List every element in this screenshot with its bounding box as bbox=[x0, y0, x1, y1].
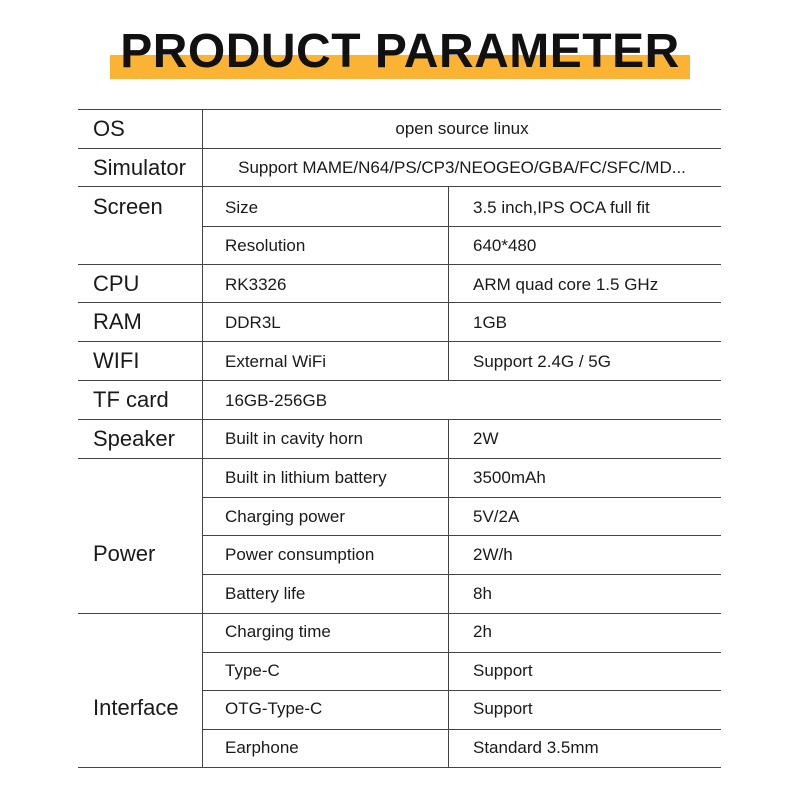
power-item-key: Battery life bbox=[225, 584, 306, 603]
table-rule bbox=[448, 419, 449, 767]
screen-size-value: 3.5 inch,IPS OCA full fit bbox=[473, 198, 650, 217]
ram-key: DDR3L bbox=[225, 313, 281, 332]
table-rule bbox=[78, 186, 721, 187]
interface-item-key: Earphone bbox=[225, 738, 299, 757]
power-item-value: 3500mAh bbox=[473, 468, 546, 487]
row-label-simulator: Simulator bbox=[93, 155, 186, 180]
row-label-ram: RAM bbox=[93, 309, 142, 334]
table-rule bbox=[202, 109, 203, 767]
row-label-power: Power bbox=[93, 541, 156, 566]
table-rule bbox=[203, 729, 721, 730]
speaker-key: Built in cavity horn bbox=[225, 429, 363, 448]
power-item-key: Built in lithium battery bbox=[225, 468, 387, 487]
cpu-key: RK3326 bbox=[225, 275, 287, 294]
table-rule bbox=[78, 458, 721, 459]
table-rule bbox=[203, 690, 721, 691]
table-rule bbox=[78, 109, 721, 110]
table-rule bbox=[448, 187, 449, 380]
tf-card-key: 16GB-256GB bbox=[225, 391, 328, 410]
row-label-tf-card: TF card bbox=[93, 387, 169, 412]
table-rule bbox=[203, 574, 721, 575]
page-title: PRODUCT PARAMETER bbox=[120, 25, 680, 78]
interface-item-key: Type-C bbox=[225, 661, 280, 680]
interface-item-value: Standard 3.5mm bbox=[473, 738, 599, 757]
table-rule bbox=[203, 652, 721, 653]
table-rule bbox=[78, 419, 721, 420]
power-item-key: Power consumption bbox=[225, 545, 375, 564]
table-rule bbox=[78, 264, 721, 265]
row-label-speaker: Speaker bbox=[93, 426, 175, 451]
power-item-value: 8h bbox=[473, 584, 492, 603]
interface-item-key: Charging time bbox=[225, 622, 331, 641]
table-rule bbox=[78, 613, 721, 614]
wifi-key: External WiFi bbox=[225, 352, 327, 371]
interface-item-value: 2h bbox=[473, 622, 492, 641]
interface-item-value: Support bbox=[473, 699, 533, 718]
row-label-screen: Screen bbox=[93, 194, 163, 219]
table-rule bbox=[203, 226, 721, 227]
wifi-value: Support 2.4G / 5G bbox=[473, 352, 611, 371]
power-item-key: Charging power bbox=[225, 507, 346, 526]
table-rule bbox=[78, 341, 721, 342]
cpu-value: ARM quad core 1.5 GHz bbox=[473, 275, 659, 294]
ram-value: 1GB bbox=[473, 313, 508, 332]
screen-resolution-key: Resolution bbox=[225, 236, 306, 255]
interface-item-value: Support bbox=[473, 661, 533, 680]
table-rule bbox=[78, 302, 721, 303]
table-rule bbox=[78, 148, 721, 149]
simulator-value: Support MAME/N64/PS/CP3/NEOGEO/GBA/FC/SFC/MD... bbox=[238, 158, 686, 177]
row-label-wifi: WIFI bbox=[93, 348, 140, 373]
table-rule bbox=[78, 767, 721, 768]
row-label-cpu: CPU bbox=[93, 271, 140, 296]
table-rule bbox=[203, 535, 721, 536]
screen-size-key: Size bbox=[225, 198, 259, 217]
os-value: open source linux bbox=[395, 119, 529, 138]
speaker-value: 2W bbox=[473, 429, 499, 448]
table-rule bbox=[203, 497, 721, 498]
row-label-os: OS bbox=[93, 116, 125, 141]
interface-item-key: OTG-Type-C bbox=[225, 699, 323, 718]
power-item-value: 2W/h bbox=[473, 545, 513, 564]
table-rule bbox=[78, 380, 721, 381]
row-label-interface: Interface bbox=[93, 695, 179, 720]
screen-resolution-value: 640*480 bbox=[473, 236, 537, 255]
power-item-value: 5V/2A bbox=[473, 507, 520, 526]
